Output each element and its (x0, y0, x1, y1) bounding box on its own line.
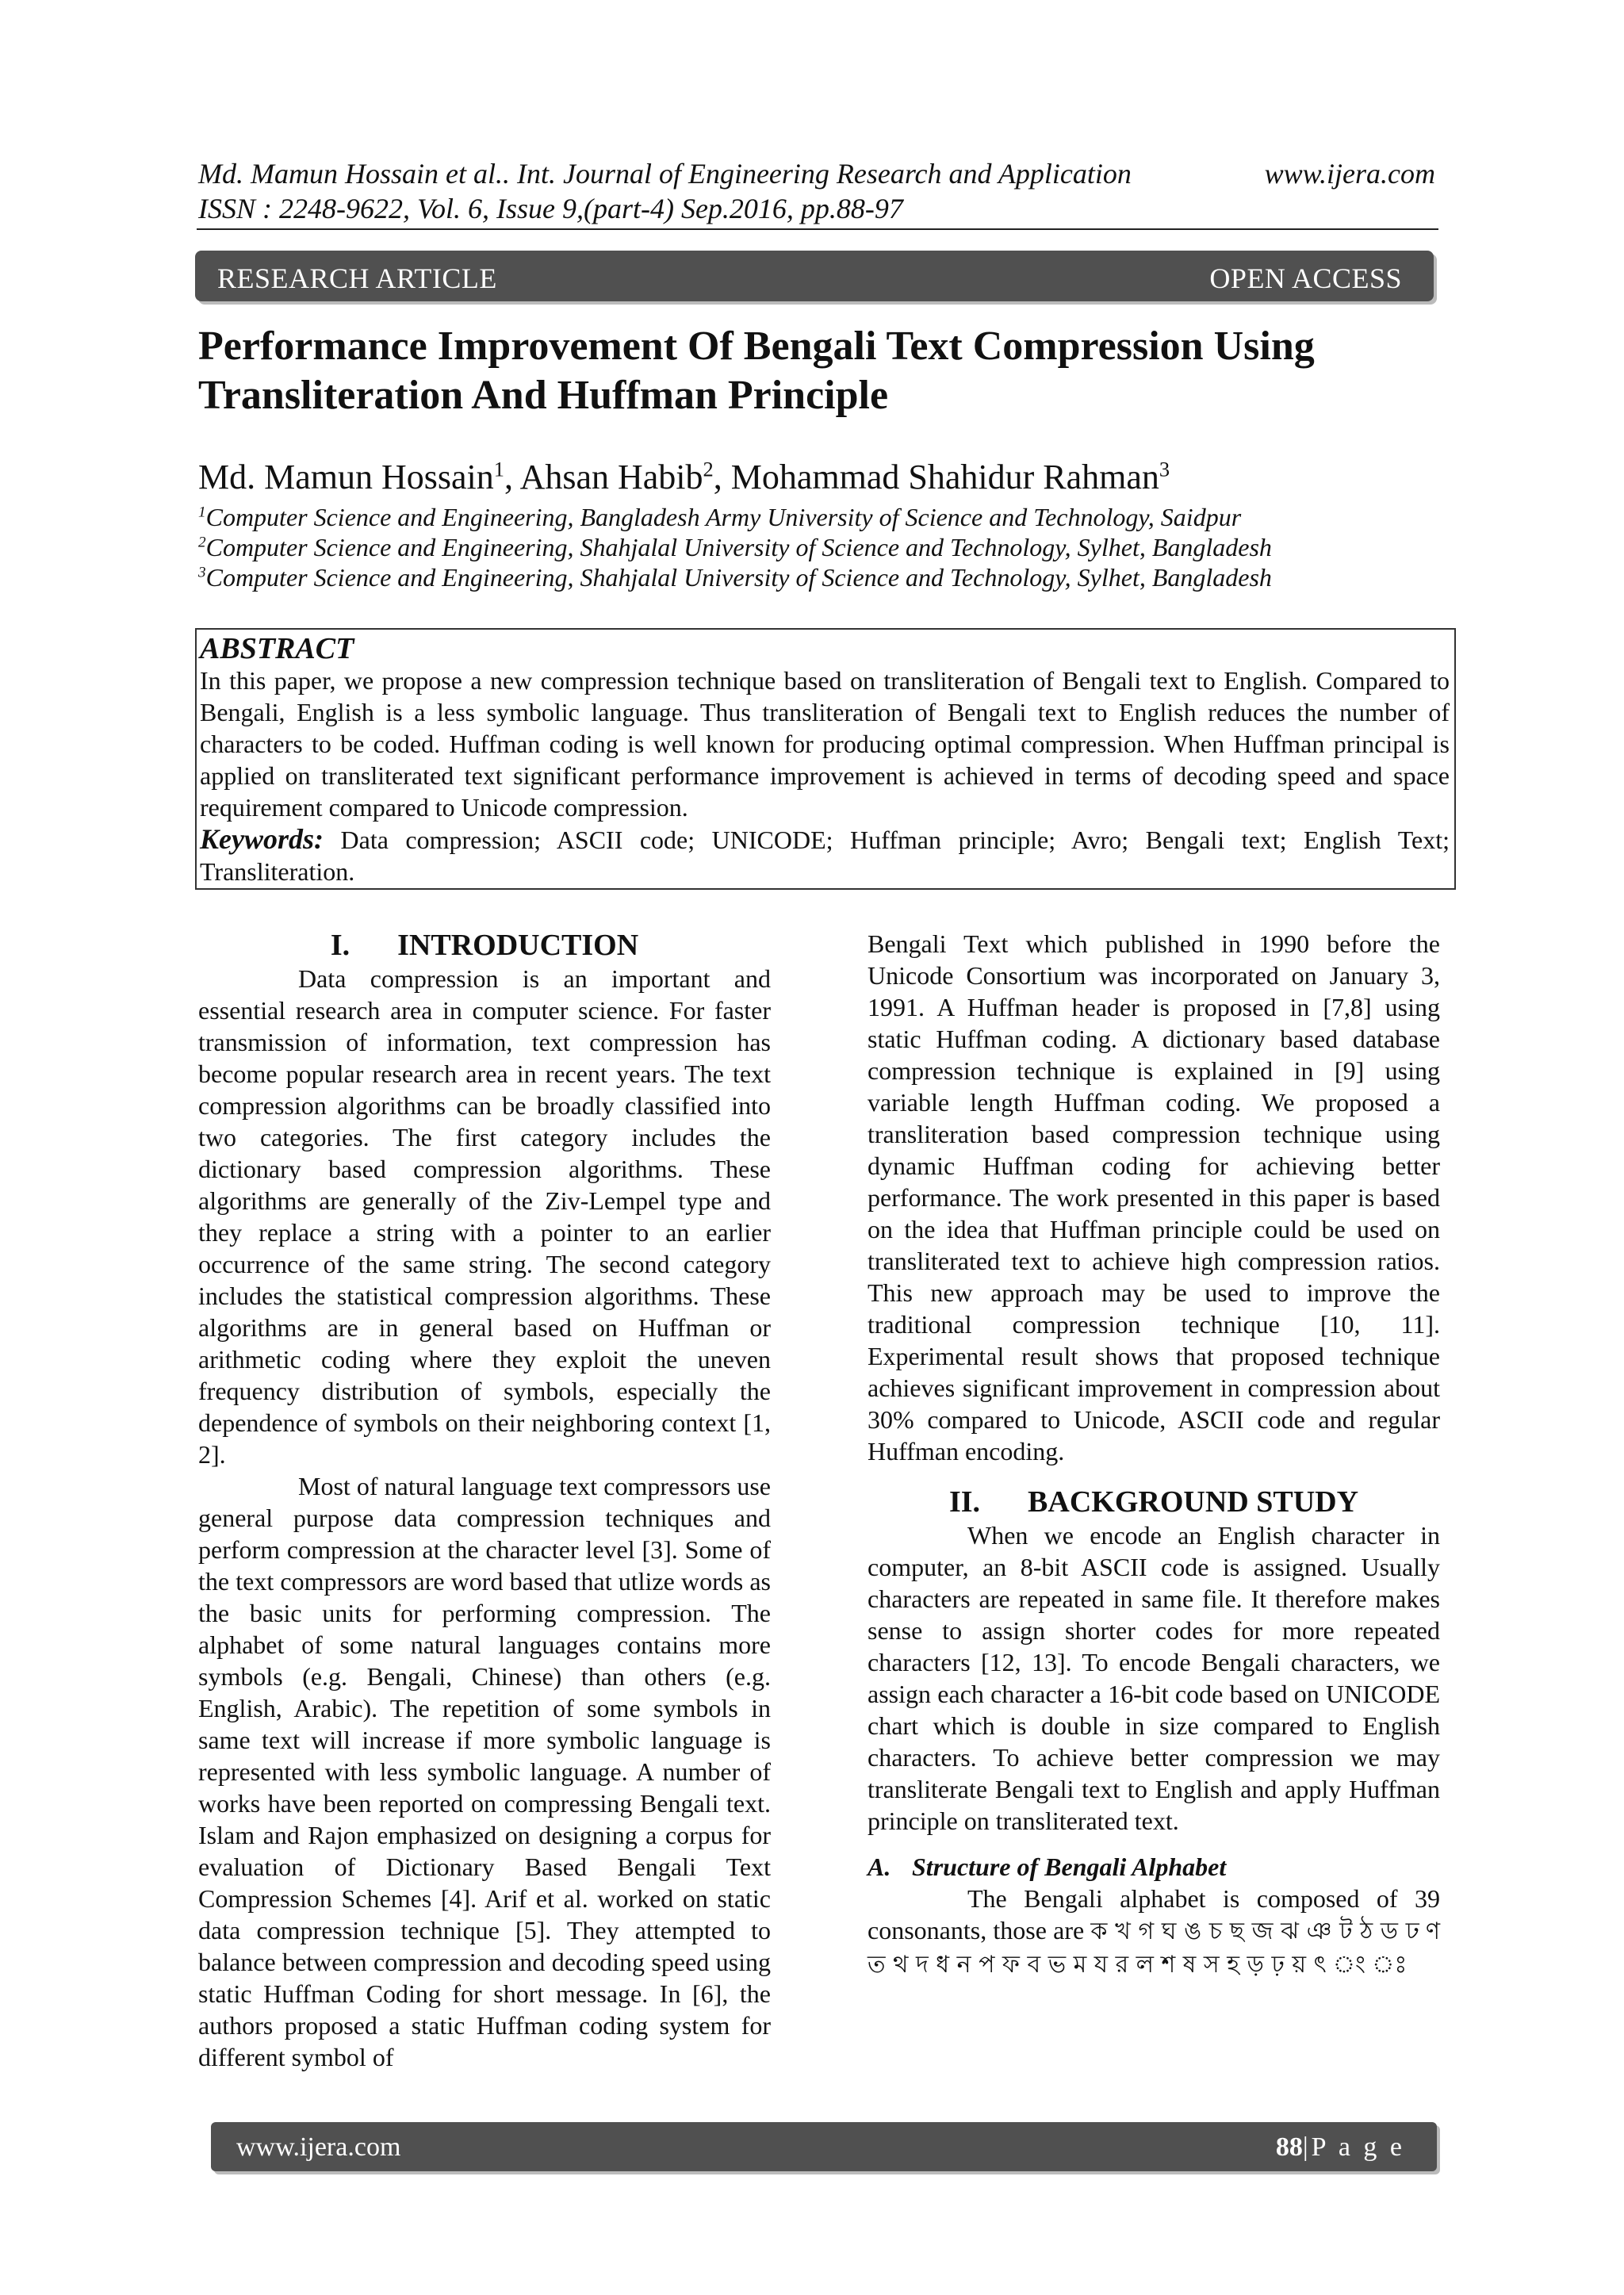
page-number (1276, 2132, 1405, 2163)
section-number: II. (948, 1485, 981, 1519)
header-divider (197, 228, 1438, 230)
author-name: Mohammad Shahidur Rahman (730, 458, 1159, 496)
alphabet-paragraph (868, 1883, 1440, 1981)
left-column (198, 928, 771, 2073)
abstract-heading: ABSTRACT (200, 632, 354, 665)
abstract-box (195, 628, 1456, 890)
author-name: Md. Mamun Hossain (198, 458, 494, 496)
abstract-text: In this paper, we propose a new compression technique based on transliteration of Bengali text to English. Compared to Bengali, English is a less symbolic language. Thus transliteration of Bengali text to English reduces the number of characters to be coded. Huffman coding is well known for producing optimal compression. When Huffman principal is applied on transliterated text significant performance improvement is achieved in terms of decoding speed and space requirement compared to Unicode compression. (200, 666, 1450, 822)
intro-paragraph-continued: Bengali Text which published in 1990 before the Unicode Consortium was incorporated on January 3, 1991. A Huffman header is proposed in [7,8] using static Huffman coding. A dictionary based database compression technique is explained in [9] using variable length Huffman coding. We proposed a transliteration based compression technique using dynamic Huffman coding for achieving better performance. The work presented in this paper is based on the idea that Huffman principle could be used on transliterated text to achieve high compression ratios. This new approach may be used to improve the traditional compression technique [10, 11]. Experimental result shows that proposed technique achieves significant improvement in compression about 30% compared to Unicode, ASCII code and regular Huffman encoding. (868, 929, 1440, 1466)
subsection-title: Structure of Bengali Alphabet (912, 1852, 1227, 1881)
journal-citation: Md. Mamun Hossain et al.. Int. Journal of Engineering Research and Application (198, 158, 1132, 190)
background-paragraph: When we encode an English character in computer, an 8-bit ASCII code is assigned. Usually characters are repeated in same file. It therefore makes sense to assign shorter codes for more repeated characters [12, 13]. To encode Bengali characters, we assign each character a 16-bit code based on UNICODE chart which is double in size compared to English characters. To achieve better compression we may transliterate Bengali text to English and apply Huffman principle on transliterated text. (868, 1521, 1440, 1835)
author-list: Md. Mamun Hossain$^1$, Ahsan Habib$^2$, Mohammad Shahidur Rahman$^3$ (198, 457, 1170, 496)
page-footer (211, 2122, 1437, 2171)
intro-paragraph: Data compression is an important and essential research area in computer science. For faster transmission of information, text compression has become popular research area in recent years. The text compression algorithms can be broadly classified into two categories. The first category includes the dictionary based compression algorithms. These algorithms are generally of the Ziv-Lempel type and they replace a string with a pointer to an earlier occurrence of the same string. The second category includes the statistical compression algorithms. These algorithms are in general based on Huffman or arithmetic coding where they exploit the uneven frequency distribution of symbols, especially the dependence of symbols on their neighboring context [1, 2]. (198, 964, 771, 1469)
affiliation-1 (198, 503, 1241, 532)
affiliation-sup: 2 (198, 534, 206, 551)
section-heading-introduction (198, 928, 771, 963)
affiliation-text: Computer Science and Engineering, Bangladesh Army University of Science and Technology, Saidpur (205, 503, 1242, 531)
right-column (868, 928, 1440, 1981)
author-name: Ahsan Habib (519, 458, 703, 496)
keywords (200, 823, 1450, 887)
bengali-consonants-2: ণ ত থ দ ধ ন প ফ ব ভ ম য র ল শ ষ স হ ড় ঢ় য় ৎ ং ঃ (868, 1918, 1440, 1979)
author-sup: 1 (493, 457, 504, 481)
alphabet-text: The Bengali alphabet is composed of 39 consonants, those are (868, 1884, 1440, 1944)
journal-header (198, 157, 1435, 190)
affiliation-2 (198, 533, 1272, 562)
author-sup: 2 (703, 457, 714, 481)
subsection-number: A. (868, 1852, 891, 1881)
intro-paragraph: Most of natural language text compressors use general purpose data compression techniques and perform compression at the character level [3]. Some of the text compressors are word based that utlize words as the basic units for performing compression. The alphabet of some natural languages contains more symbols (e.g. Bengali, Chinese) than others (e.g. English, Arabic). The repetition of some symbols in same text will increase if more symbolic language is represented with less symbolic language. A number of works have been reported on compressing Bengali text. Islam and Rajon emphasized on designing a corpus for evaluation of Dictionary Based Bengali Text Compression Schemes [4]. Arif et al. worked on static data compression technique [5]. They attempted to balance between compression and decoding speed using static Huffman Coding for short message. In [6], the authors proposed a static Huffman coding system for different symbol of (198, 1472, 771, 2071)
section-number: I. (330, 929, 350, 962)
section-title: BACKGROUND STUDY (1028, 1485, 1359, 1519)
page-num-value: 88 (1275, 2132, 1303, 2162)
article-type-ribbon (195, 251, 1434, 301)
keywords-text: Data compression; ASCII code; UNICODE; Huffman principle; Avro; Bengali text; English Text; Transliteration. (200, 826, 1450, 886)
bengali-consonants-1: ক খ গ ঘ ঙ চ ছ জ ঝ ঞ ট ঠ ড ঢ (1090, 1918, 1419, 1945)
open-access-label: OPEN ACCESS (1209, 262, 1402, 294)
affiliation-3 (198, 563, 1272, 592)
author-sup: 3 (1159, 457, 1170, 481)
footer-website[interactable]: www.ijera.com (236, 2132, 401, 2162)
research-article-label: RESEARCH ARTICLE (217, 262, 497, 294)
affiliation-text: Computer Science and Engineering, Shahjalal University of Science and Technology, Sylhet, Bangladesh (205, 563, 1272, 592)
issn-line: ISSN : 2248-9622, Vol. 6, Issue 9,(part-4) Sep.2016, pp.88-97 (198, 193, 903, 224)
paper-title: Performance Improvement Of Bengali Text Compression Using Transliteration And Huffman Principle (198, 324, 1315, 418)
affiliation-sup: 3 (198, 564, 206, 581)
section-title: INTRODUCTION (397, 929, 639, 962)
subsection-heading (868, 1851, 1440, 1883)
affiliation-text: Computer Science and Engineering, Shahjalal University of Science and Technology, Sylhet, Bangladesh (205, 533, 1272, 561)
journal-website[interactable]: www.ijera.com (1264, 158, 1435, 190)
affiliation-sup: 1 (198, 504, 206, 521)
keywords-label: Keywords: (200, 823, 324, 855)
page-label: |P a g e (1302, 2132, 1405, 2162)
section-heading-background (868, 1485, 1440, 1519)
